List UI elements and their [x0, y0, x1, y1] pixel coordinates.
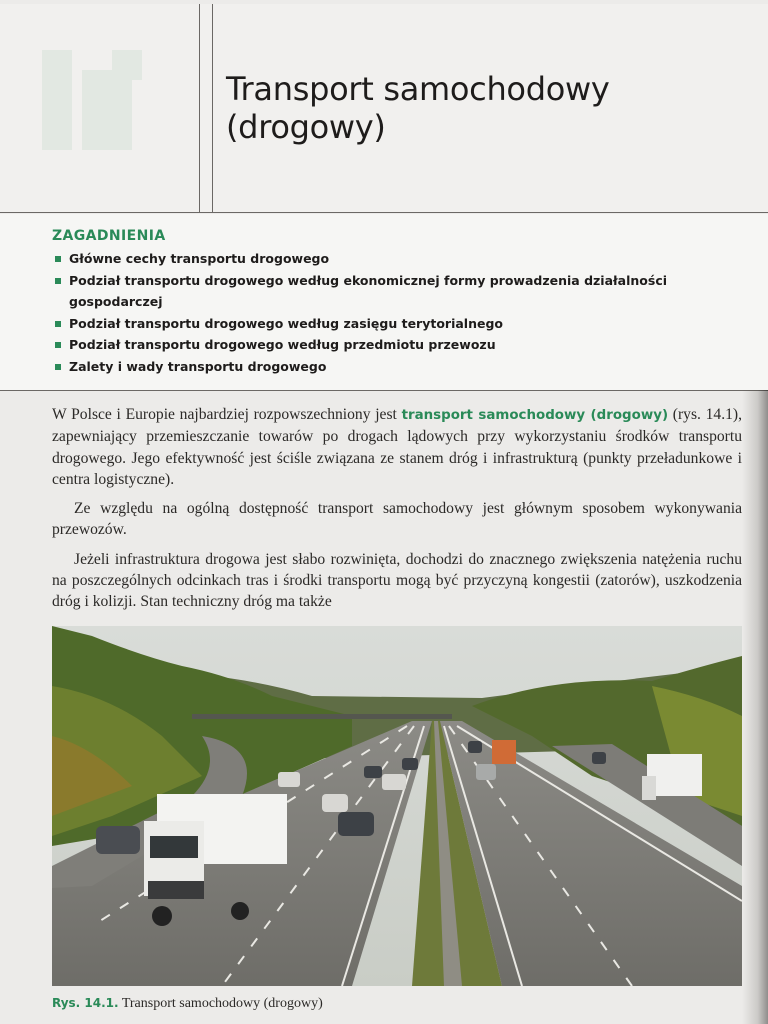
topics-bottom-rule — [0, 390, 768, 391]
square-bullet-icon — [55, 256, 61, 262]
topics-heading: ZAGADNIENIA — [52, 228, 166, 244]
body-text — [52, 404, 742, 621]
header-divider-left — [199, 4, 200, 212]
keyword-term: transport samochodowy (drogowy) — [401, 408, 669, 423]
figure-label: Rys. 14.1. — [52, 996, 119, 1010]
topic-text: Podział transportu drogowego według zasięgu terytorialnego — [69, 315, 504, 331]
topic-text: Zalety i wady transportu drogowego — [69, 358, 327, 374]
square-bullet-icon — [55, 278, 61, 284]
topic-item — [52, 270, 742, 313]
chapter-title — [226, 70, 746, 146]
topic-item — [52, 356, 742, 378]
topics-list — [52, 248, 742, 377]
paragraph-1-end: (rys. 14.1), zapewniający przemieszczanie towarów po drogach lądowych przy wykorzystaniu środków transportu drogowego. Jego efektywność jest ściśle związana ze stanem dróg i infrastrukturą (punkty przeładunkowe i centra logistyczne). — [52, 406, 743, 488]
header-divider-right — [212, 4, 213, 212]
chapter-watermark-icon — [22, 40, 162, 160]
square-bullet-icon — [55, 321, 61, 327]
topic-text: Główne cechy transportu drogowego — [69, 251, 330, 266]
topic-text: Podział transportu drogowego według ekonomicznej formy prowadzenia działalności gospodarczej — [69, 272, 668, 309]
page-edge-shadow — [742, 390, 768, 1024]
square-bullet-icon — [55, 342, 61, 348]
figure-caption-text: Transport samochodowy (drogowy) — [118, 996, 323, 1011]
paragraph-2: Ze względu na ogólną dostępność transport samochodowy jest głównym sposobem wykonywania przewozów. — [52, 500, 742, 539]
square-bullet-icon — [55, 364, 61, 370]
paragraph-1-start: W Polsce i Europie najbardziej rozpowszechniony jest — [52, 406, 402, 423]
topic-item — [52, 313, 742, 335]
topic-item — [52, 334, 742, 356]
figure-caption — [52, 996, 323, 1012]
topic-text: Podział transportu drogowego według przedmiotu przewozu — [69, 337, 496, 352]
chapter-title-line-1: Transport samochodowy — [226, 70, 610, 108]
topic-item — [52, 248, 742, 270]
paragraph-1 — [52, 404, 742, 490]
header-bottom-rule — [0, 212, 768, 213]
paragraph-3: Jeżeli infrastruktura drogowa jest słabo rozwinięta, dochodzi do znacznego zwiększenia natężenia ruchu na poszczególnych odcinkach tras i środki transportu mogą być przyczyną kongestii (zatorów), uszkodzenia dróg i kolizji. Stan techniczny dróg ma także — [52, 550, 742, 611]
chapter-title-line-2: (drogowy) — [226, 108, 386, 146]
highway-photo — [52, 626, 742, 986]
